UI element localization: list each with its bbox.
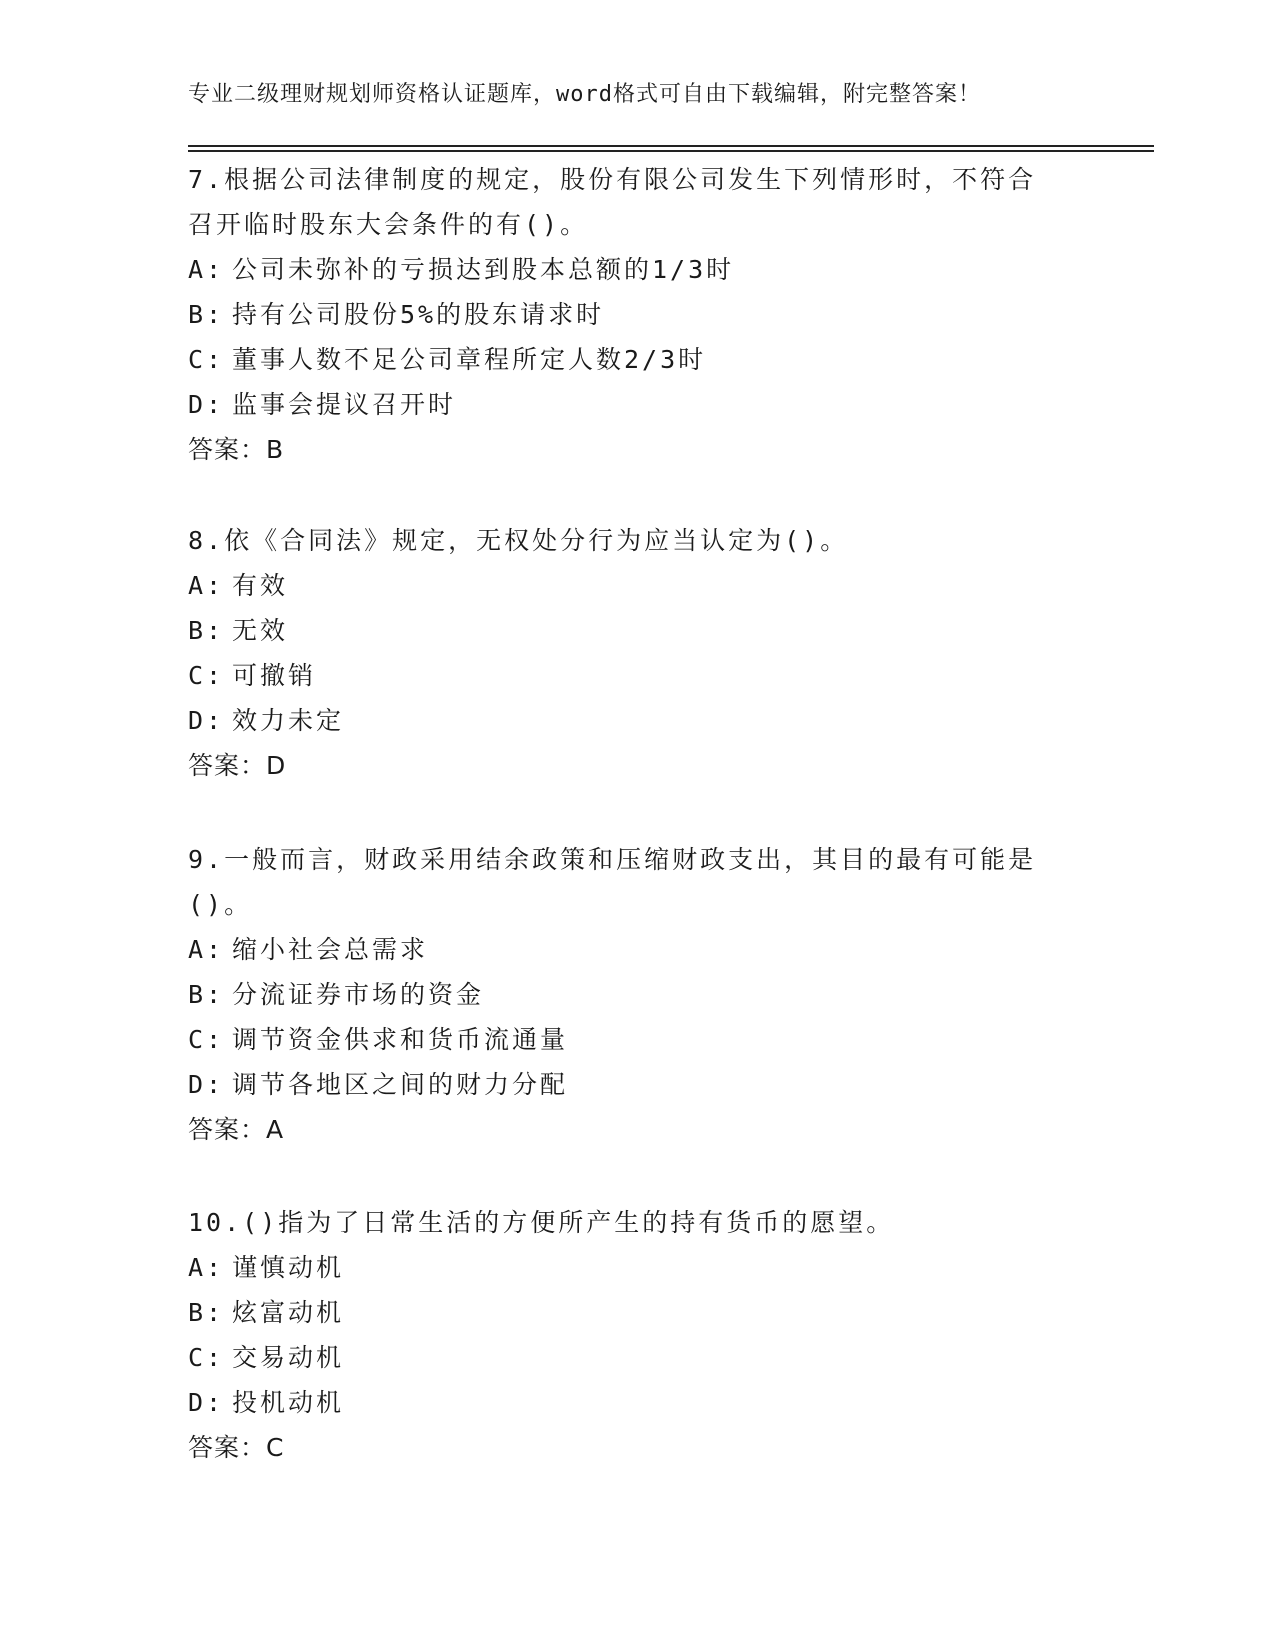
- option-text: 投机动机: [232, 1388, 345, 1417]
- option-c: [188, 1017, 1088, 1062]
- answer-line: 答案：A: [188, 1115, 285, 1144]
- option-b: [188, 608, 1088, 653]
- option-b: [188, 1290, 1088, 1335]
- option-text: 炫富动机: [232, 1298, 345, 1327]
- question-stem-continued: 召开临时股东大会条件的有()。: [188, 210, 589, 239]
- option-text: 分流证券市场的资金: [232, 980, 485, 1009]
- option-letter: C:: [188, 661, 225, 690]
- question-stem: 10.()指为了日常生活的方便所产生的持有货币的愿望。: [188, 1208, 895, 1237]
- question-stem-continued: ()。: [188, 890, 253, 919]
- option-letter: D:: [188, 1070, 225, 1099]
- option-letter: C:: [188, 1343, 225, 1372]
- header-rule-bottom: [188, 150, 1154, 152]
- option-text: 无效: [232, 616, 289, 645]
- option-d: [188, 1380, 1088, 1425]
- option-letter: B:: [188, 300, 225, 329]
- answer-line: 答案：C: [188, 1433, 285, 1462]
- option-letter: A:: [188, 255, 225, 284]
- option-text: 缩小社会总需求: [232, 935, 429, 964]
- question-stem: 7.根据公司法律制度的规定，股份有限公司发生下列情形时，不符合: [188, 165, 1037, 194]
- option-b: [188, 292, 1088, 337]
- question-stem: 9.一般而言，财政采用结余政策和压缩财政支出，其目的最有可能是: [188, 845, 1037, 874]
- option-letter: A:: [188, 935, 225, 964]
- header-rule-top: [188, 145, 1154, 147]
- question-9: [188, 837, 1088, 1152]
- option-text: 交易动机: [232, 1343, 345, 1372]
- option-text: 可撤销: [232, 661, 317, 690]
- option-text: 持有公司股份5%的股东请求时: [232, 300, 605, 329]
- option-d: [188, 1062, 1088, 1107]
- question-8: [188, 518, 1088, 788]
- option-letter: D:: [188, 1388, 225, 1417]
- option-letter: C:: [188, 1025, 225, 1054]
- option-text: 调节资金供求和货币流通量: [232, 1025, 569, 1054]
- option-d: [188, 698, 1088, 743]
- option-letter: A:: [188, 1253, 225, 1282]
- option-letter: B:: [188, 1298, 225, 1327]
- option-letter: D:: [188, 390, 225, 419]
- option-letter: B:: [188, 980, 225, 1009]
- question-7: [188, 157, 1088, 472]
- question-stem: 8.依《合同法》规定，无权处分行为应当认定为()。: [188, 526, 849, 555]
- option-text: 效力未定: [232, 706, 345, 735]
- option-a: [188, 563, 1088, 608]
- option-text: 监事会提议召开时: [232, 390, 457, 419]
- option-text: 调节各地区之间的财力分配: [232, 1070, 569, 1099]
- option-a: [188, 1245, 1088, 1290]
- option-b: [188, 972, 1088, 1017]
- option-c: [188, 1335, 1088, 1380]
- option-letter: A:: [188, 571, 225, 600]
- option-c: [188, 337, 1088, 382]
- option-c: [188, 653, 1088, 698]
- option-text: 谨慎动机: [232, 1253, 345, 1282]
- page-header: 专业二级理财规划师资格认证题库，word格式可自由下载编辑，附完整答案！: [188, 82, 981, 107]
- option-letter: B:: [188, 616, 225, 645]
- option-text: 董事人数不足公司章程所定人数2/3时: [232, 345, 707, 374]
- option-letter: D:: [188, 706, 225, 735]
- option-a: [188, 247, 1088, 292]
- option-a: [188, 927, 1088, 972]
- answer-line: 答案：B: [188, 435, 285, 464]
- option-d: [188, 382, 1088, 427]
- answer-line: 答案：D: [188, 751, 287, 780]
- question-10: [188, 1200, 1088, 1470]
- option-text: 有效: [232, 571, 289, 600]
- option-letter: C:: [188, 345, 225, 374]
- option-text: 公司未弥补的亏损达到股本总额的1/3时: [232, 255, 735, 284]
